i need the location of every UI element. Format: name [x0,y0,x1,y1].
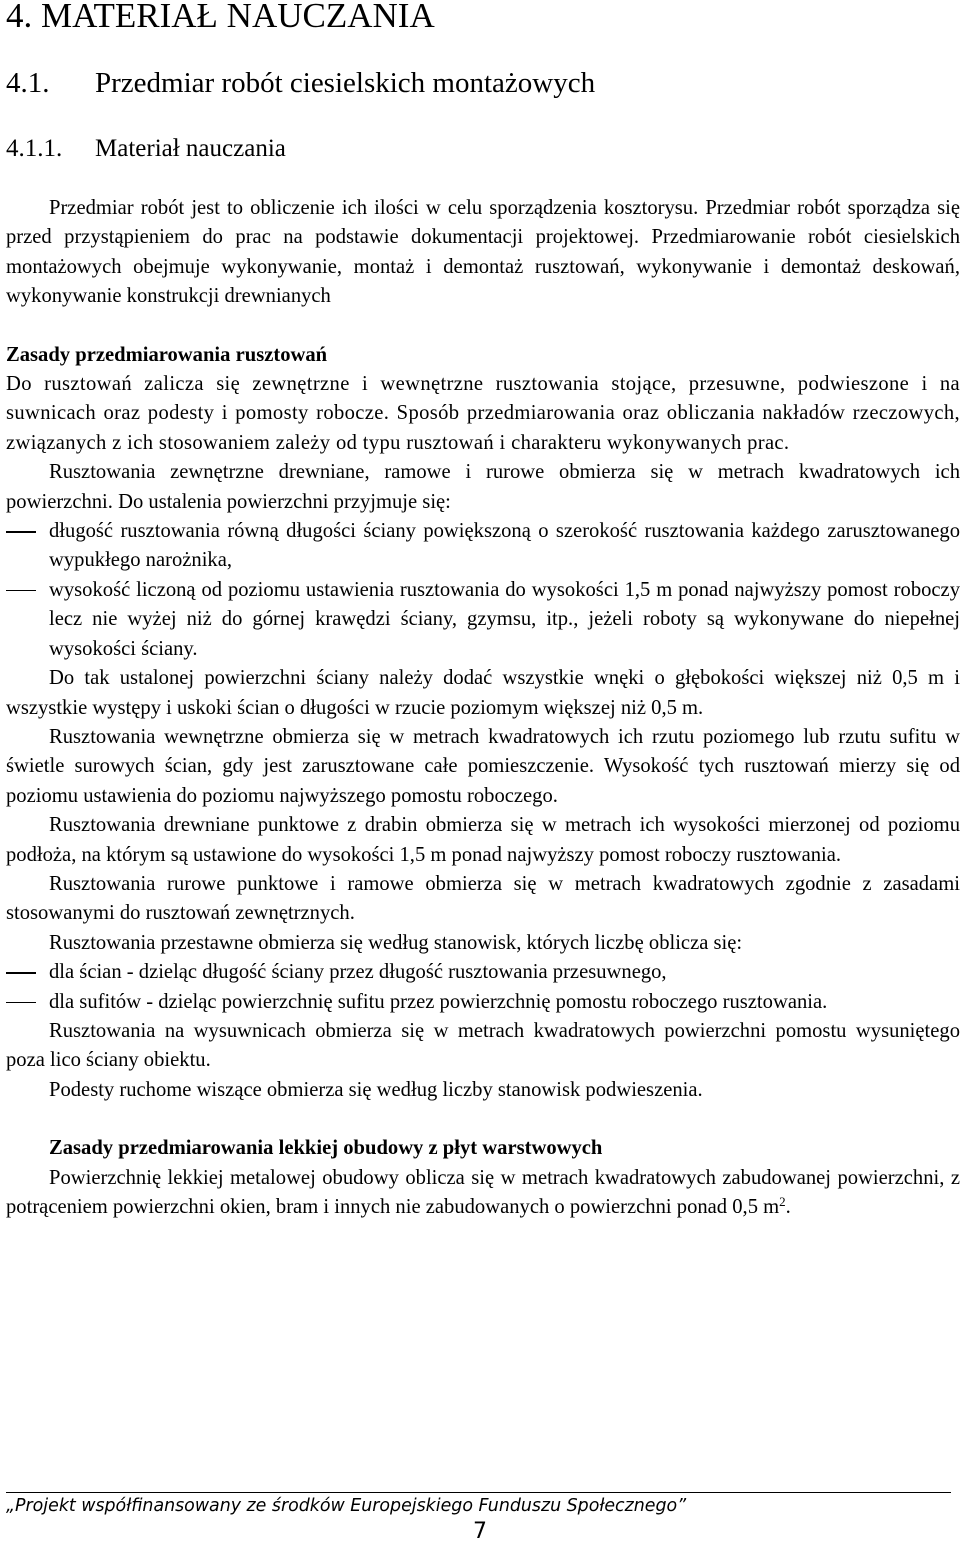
spacer [6,312,960,341]
paragraph-sandwich-panels: Powierzchnię lekkiej metalowej obudowy oblicza się w metrach kwadratowych zabudowanej powierzchni, z potrąceniem powierzchni okien, bram i innych nie zabudowanych o powierzchni ponad 0,5 $m^2$. [6,1166,960,1218]
list-station-rules [6,958,960,1017]
list-item: dla ścian - dzieląc długość ściany przez długość rusztowania przesuwnego, [6,958,960,987]
dash-bullet-icon [6,1002,36,1004]
paragraph-mobile-scaffolding: Rusztowania przestawne obmierza się według stanowisk, których liczbę oblicza się: [49,931,743,954]
section-heading [6,63,595,103]
list-item: wysokość liczoną od poziomu ustawienia rusztowania do wysokości 1,5 m ponad najwyższy pomost roboczy lecz nie wyżej niż do górnej krawędzi ściany, gzymsu, itp., jeżeli roboty są wykonywane do niepełnej wysokości ściany. [6,576,960,664]
paragraph-tube-scaffolding: Rusztowania rurowe punktowe i ramowe obmierza się w metrach kwadratowych zgodnie z zasadami stosowanymi do rusztowań zewnętrznych. [6,872,960,925]
paragraph-intro: Przedmiar robót jest to obliczenie ich ilości w celu sporządzenia kosztorysu. Przedmiar robót sporządza się przed przystąpieniem do prac na podstawie dokumentacji projektowej. Przedmiarowanie robót ciesielskich montażowych obejmuje wykonywanie, montaż i demontaż rusztowań, wykonywanie i demontaż deskowań, wykonywanie konstrukcji drewnianych [6,197,960,308]
subheading-sandwich-panels: Zasady przedmiarowania lekkiej obudowy z płyt warstwowych [49,1137,603,1160]
section-title: Przedmiar robót ciesielskich montażowych [95,67,596,99]
paragraph-internal-scaffolding: Rusztowania wewnętrzne obmierza się w metrach kwadratowych ich rzutu poziomego lub rzutu sufitu w świetle surowych ścian, gdy jest zarusztowane całe pomieszczenie. Wysokość tych rusztowań mierzy się od poziomu ustawienia do poziomu najwyższego pomostu roboczego. [6,725,960,807]
paragraph-hanging-platforms: Podesty ruchome wiszące obmierza się według liczby stanowisk podwieszenia. [49,1078,703,1101]
subsection-heading [6,131,286,167]
paragraph-cantilever-scaffolding: Rusztowania na wysuwnicach obmierza się w metrach kwadratowych powierzchni pomostu wysuniętego poza lico ściany obiektu. [6,1019,960,1072]
list-item: dla sufitów - dzieląc powierzchnię sufitu przez powierzchnię pomostu roboczego rusztowania. [6,988,960,1017]
spacer [6,1105,960,1134]
list-surface-rules [6,517,960,664]
chapter-heading: 4. MATERIAŁ NAUCZANIA [6,0,435,35]
subheading-scaffolding: Zasady przedmiarowania rusztowań [6,343,328,366]
paragraph-ladder-scaffolding: Rusztowania drewniane punktowe z drabin obmierza się w metrach ich wysokości mierzonej od poziomu podłoża, na którym są ustawione do wysokości 1,5 m ponad najwyższy pomost roboczy rusztowania. [6,814,960,866]
dash-bullet-icon [6,590,36,592]
subsection-number: 4.1.1. [6,135,63,162]
list-item: długość rusztowania równą długości ściany powiększoną o szerokość rusztowania każdego zarusztowanego wypukłego narożnika, [6,517,960,576]
paragraph-scaffolding-types: Do rusztowań zalicza się zewnętrzne i wewnętrzne rusztowania stojące, przesuwne, podwieszone i na suwnicach oraz podesty i pomosty robocze. Sposób przedmiarowania oraz obliczania nakładów rzeczowych, związanych z ich stosowaniem zależy od typu rusztowań i charakteru wykonywanych prac. [6,373,960,454]
footer-divider [6,1492,951,1493]
document-body [6,194,960,1222]
superscript: 2 [779,1194,786,1209]
paragraph-recesses: Do tak ustalonej powierzchni ściany należy dodać wszystkie wnęki o głębokości większej niż 0,5 m i wszystkie występy i uskoki ścian o długości w rzucie poziomym większej niż 0,5 m. [6,667,960,719]
footer-funding-note: „Projekt współfinansowany ze środków Europejskiego Funduszu Społecznego” [6,1496,687,1516]
section-number: 4.1. [6,67,50,99]
subsection-title: Materiał nauczania [95,135,286,162]
dash-bullet-icon [6,531,36,533]
page-number: 7 [473,1519,487,1544]
dash-bullet-icon [6,972,36,974]
paragraph-external-scaffolding: Rusztowania zewnętrzne drewniane, ramowe i rurowe obmierza się w metrach kwadratowych ich powierzchni. Do ustalenia powierzchni przyjmuje się: [6,461,960,513]
